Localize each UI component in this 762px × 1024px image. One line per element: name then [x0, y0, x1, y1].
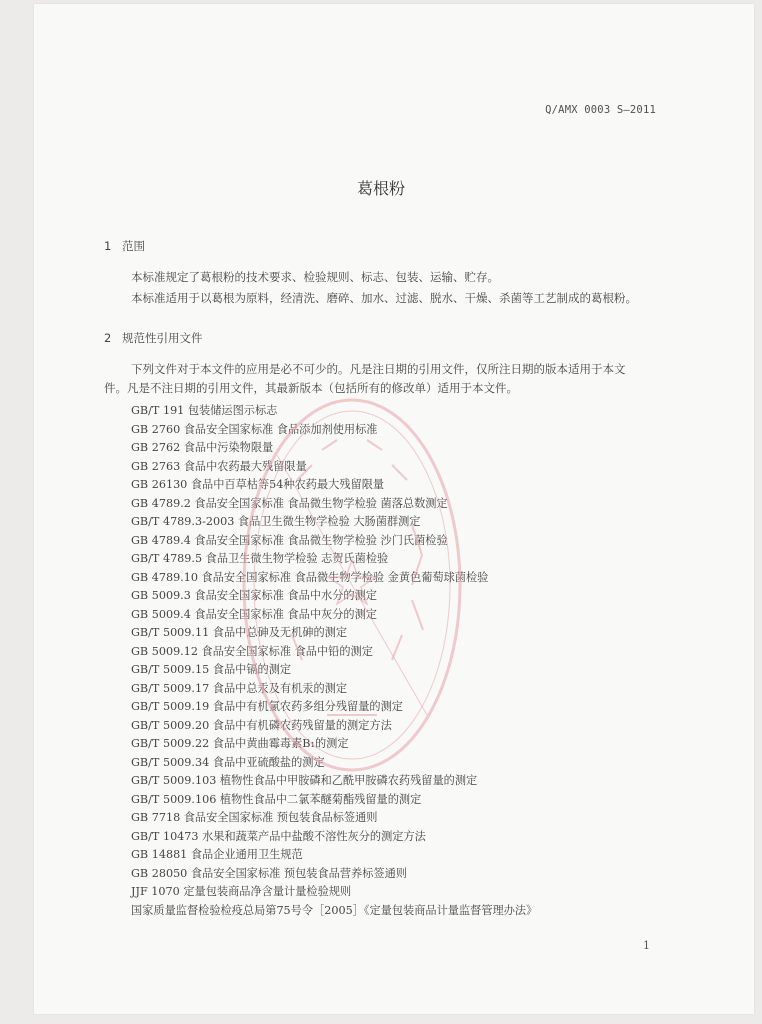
- reference-item: GB/T 5009.17 食品中总汞及有机汞的测定: [131, 681, 348, 695]
- document-title: 葛根粉: [356, 179, 405, 198]
- reference-item: GB/T 5009.22 食品中黄曲霉毒素B₁的测定: [131, 737, 349, 750]
- reference-list: [131, 402, 537, 920]
- reference-item: GB 2763 食品中农药最大残留限量: [131, 459, 307, 473]
- reference-item: GB/T 5009.15 食品中镉的测定: [131, 663, 292, 676]
- reference-item: GB/T 191 包装储运图示标志: [131, 404, 278, 417]
- reference-item: GB 26130 食品中百草枯等54种农药最大残留限量: [131, 478, 385, 491]
- reference-item: GB/T 5009.106 植物性食品中二氯苯醚菊酯残留量的测定: [131, 792, 422, 806]
- reference-item: GB/T 4789.3-2003 食品卫生微生物学检验 大肠菌群测定: [131, 515, 421, 528]
- reference-item: GB 14881 食品企业通用卫生规范: [131, 848, 303, 861]
- reference-item: GB/T 5009.20 食品中有机磷农药残留量的测定方法: [131, 718, 392, 732]
- document-code: Q/AMX 0003 S—2011: [545, 104, 656, 116]
- reference-item: GB/T 4789.5 食品卫生微生物学检验 志贺氏菌检验: [131, 552, 389, 565]
- references-intro-line-2: 件。凡是不注日期的引用文件，其最新版本（包括所有的修改单）适用于本文件。: [104, 381, 518, 395]
- reference-item: GB 2762 食品中污染物限量: [131, 441, 274, 454]
- reference-item: GB/T 5009.11 食品中总砷及无机砷的测定: [131, 626, 348, 639]
- reference-item: GB 4789.2 食品安全国家标准 食品微生物学检验 菌落总数测定: [131, 496, 448, 510]
- reference-item: GB 28050 食品安全国家标准 预包装食品营养标签通则: [131, 866, 407, 880]
- section-number: 2: [104, 331, 112, 345]
- section-title: 范围: [122, 239, 145, 253]
- reference-item: 国家质量监督检验检疫总局第75号令［2005］《定量包装商品计量监督管理办法》: [131, 903, 538, 917]
- reference-item: GB/T 5009.103 植物性食品中甲胺磷和乙酰甲胺磷农药残留量的测定: [131, 774, 478, 787]
- reference-item: GB/T 5009.19 食品中有机氯农药多组分残留量的测定: [131, 700, 403, 713]
- reference-item: JJF 1070 定量包装商品净含量计量检验规则: [131, 885, 352, 898]
- section-number: 1: [104, 239, 112, 253]
- references-intro-line-1: 下列文件对于本文件的应用是必不可少的。凡是注日期的引用文件，仅所注日期的版本适用于本文: [131, 362, 626, 376]
- reference-item: GB 5009.4 食品安全国家标准 食品中灰分的测定: [131, 607, 377, 621]
- reference-item: GB 5009.12 食品安全国家标准 食品中铅的测定: [131, 644, 373, 658]
- section-title: 规范性引用文件: [122, 331, 203, 345]
- section-1-heading: [104, 238, 145, 254]
- page-number: 1: [643, 939, 650, 952]
- scope-paragraph-2: 本标准适用于以葛根为原料，经清洗、磨碎、加水、过滤、脱水、干燥、杀菌等工艺制成的葛根粉。: [131, 291, 637, 305]
- reference-item: GB 4789.10 食品安全国家标准 食品微生物学检验 金黄色葡萄球菌检验: [131, 570, 489, 584]
- reference-item: GB 7718 食品安全国家标准 预包装食品标签通则: [131, 811, 378, 824]
- scope-paragraph-1: 本标准规定了葛根粉的技术要求、检验规则、标志、包装、运输、贮存。: [131, 270, 499, 284]
- reference-item: GB 2760 食品安全国家标准 食品添加剂使用标准: [131, 422, 378, 436]
- reference-item: GB/T 10473 水果和蔬菜产品中盐酸不溶性灰分的测定方法: [131, 829, 426, 843]
- reference-item: GB 4789.4 食品安全国家标准 食品微生物学检验 沙门氏菌检验: [131, 533, 448, 547]
- reference-item: GB 5009.3 食品安全国家标准 食品中水分的测定: [131, 589, 377, 602]
- section-2-heading: [104, 330, 203, 346]
- reference-item: GB/T 5009.34 食品中亚硫酸盐的测定: [131, 755, 325, 769]
